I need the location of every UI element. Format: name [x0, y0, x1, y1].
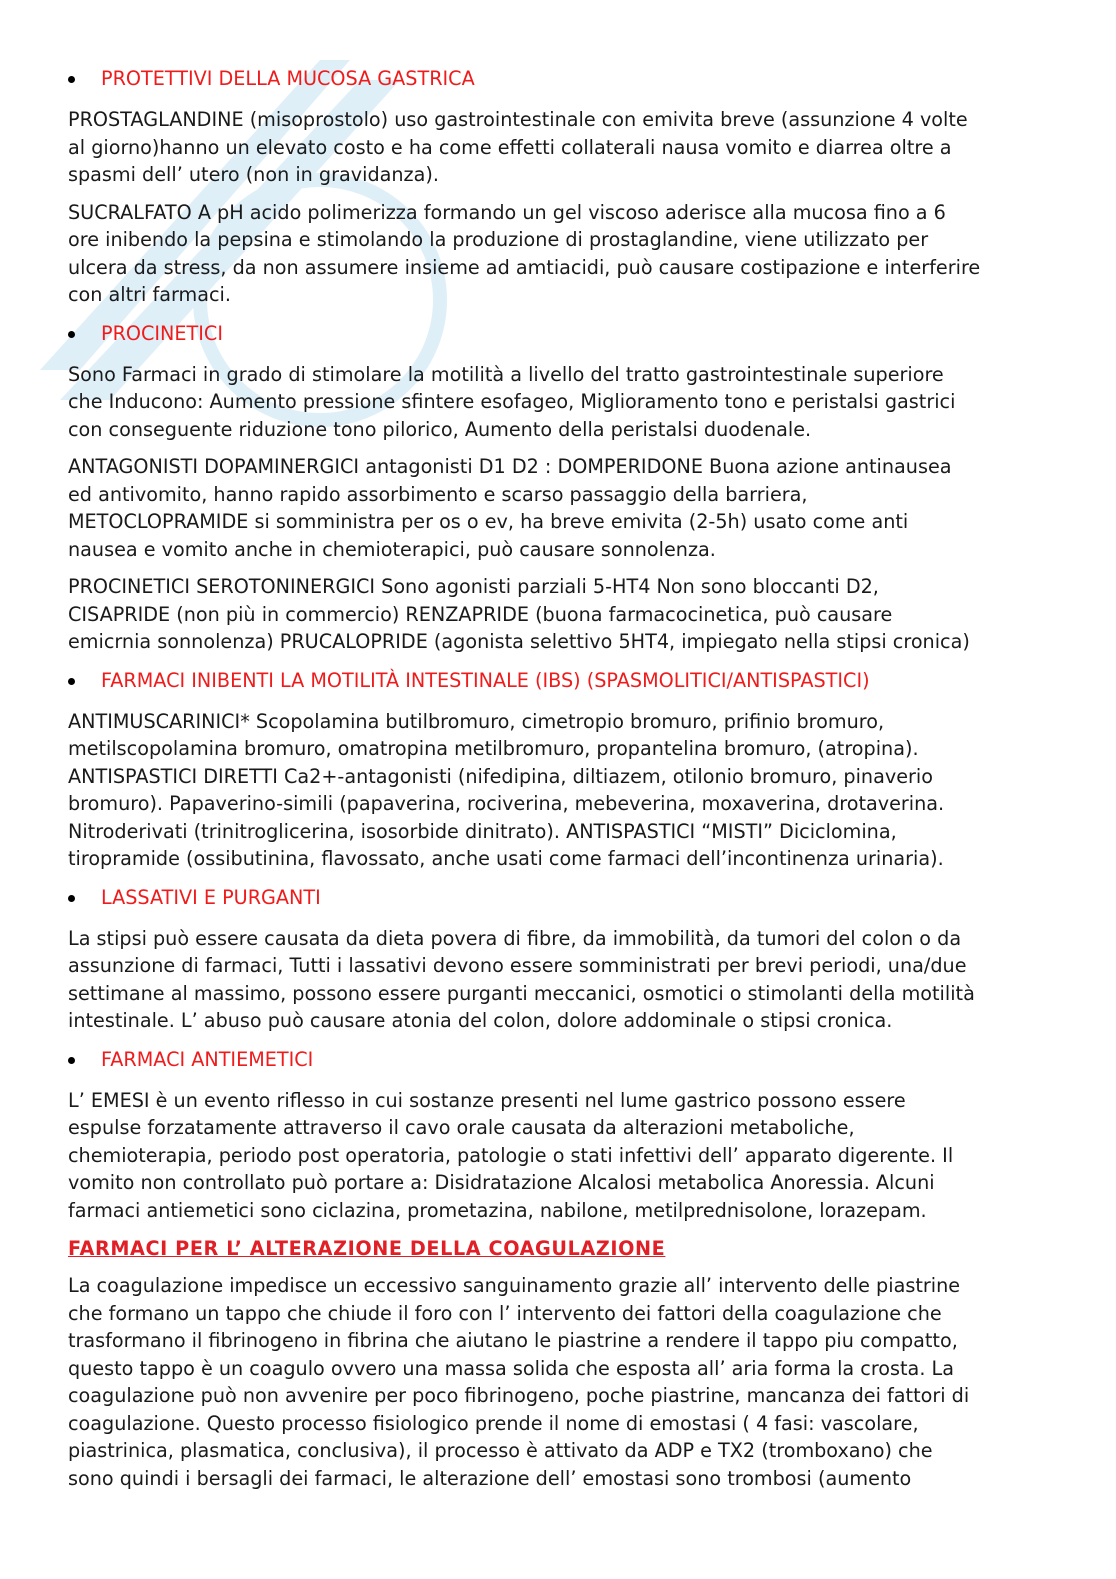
paragraph: La coagulazione impedisce un eccessivo sanguinamento grazie all’ intervento delle piastrine che formano un tappo che chiude il foro con l’ intervento dei fattori della coagulazione che trasformano il fibrinogeno in fibrina che aiutano le piastrine a rendere il tappo piu compatto, questo tappo è un coagulo ovvero una massa solida che esposta all’ aria forma la crosta. La coagulazione può non avvenire per poco fibrinogeno, poche piastrine, mancanza dei fattori di coagulazione. Questo processo fisiologico prende il nome di emostasi ( 4 fasi: vascolare, piastrinica, plasmatica, conclusiva), il processo è attivato da ADP e TX2 (tromboxano) che sono quindi i bersagli dei farmaci, le alterazione dell’ emostasi sono trombosi (aumento — [68, 1274, 970, 1490]
bullet-dot-icon — [68, 331, 75, 338]
section-bullet-title — [68, 64, 1050, 94]
bullet-title-text: PROTETTIVI DELLA MUCOSA GASTRICA — [101, 67, 475, 90]
paragraph: Sono Farmaci in grado di stimolare la motilità a livello del tratto gastrointestinale superiore che Inducono: Aumento pressione sfintere esofageo, Miglioramento tono e peristalsi gastrici con conseguente riduzione tono pilorico, Aumento della peristalsi duodenale. — [68, 362, 956, 441]
bullet-title-text: FARMACI ANTIEMETICI — [101, 1047, 314, 1071]
bullet-dot-icon — [68, 1057, 75, 1064]
paragraph: PROCINETICI SEROTONINERGICI Sono agonisti parziali 5-HT4 Non sono bloccanti D2, CISAPRIDE (non più in commercio) RENZAPRIDE (buona farmacocinetica, può causare emicrnia sonnolenza) PRUCALOPRIDE (agonista selettivo 5HT4, impiegato nella stipsi cronica) — [68, 575, 970, 653]
section-bullet-title — [68, 666, 1050, 696]
paragraph: PROSTAGLANDINE (misoprostolo) uso gastrointestinale con emivita breve (assunzione 4 volte al giorno)hanno un elevato costo e ha come effetti collaterali nausa vomito e diarrea oltre a spasmi dell’ utero (non in gravidanza). — [68, 108, 968, 186]
bullet-title-text: LASSATIVI E PURGANTI — [101, 885, 321, 909]
bullet-dot-icon — [68, 678, 75, 685]
bullet-title-text: FARMACI INIBENTI LA MOTILITÀ INTESTINALE (IBS) (SPASMOLITICI/ANTISPASTICI) — [101, 668, 870, 692]
paragraph: SUCRALFATO A pH acido polimerizza formando un gel viscoso aderisce alla mucosa fino a 6 ore inibendo la pepsina e stimolando la produzione di prostaglandine, viene utilizzato per ulcera da stress, da non assumere insieme ad amtiacidi, può causare costipazione e interferire con altri farmaci. — [68, 200, 981, 306]
bullet-title-text: PROCINETICI — [101, 321, 223, 345]
section-bullet-title — [68, 883, 1050, 913]
paragraph: L’ EMESI è un evento riflesso in cui sostanze presenti nel lume gastrico possono essere espulse forzatamente attraverso il cavo orale causata da alterazioni metaboliche, chemioterapia, periodo post operatoria, patologie o stati infettivi dell’ apparato digerente. Il vomito non controllato può portare a: Disidratazione Alcalosi metabolica Anoressia. Alcuni farmaci antiemetici sono ciclazina, prometazina, nabilone, metilprednisolone, lorazepam. — [68, 1088, 954, 1222]
bullet-dot-icon — [68, 895, 75, 902]
section-heading: FARMACI PER L’ ALTERAZIONE DELLA COAGULAZIONE — [68, 1237, 666, 1260]
section-bullet-title — [68, 1045, 1050, 1075]
document-content — [68, 64, 1050, 1502]
paragraph: ANTIMUSCARINICI* Scopolamina butilbromuro, cimetropio bromuro, prifinio bromuro, metilscopolamina bromuro, omatropina metilbromuro, propantelina bromuro, (atropina). ANTISPASTICI DIRETTI Ca2+-antagonisti (nifedipina, diltiazem, otilonio bromuro, pinaverio bromuro). Papaverino-simili (papaverina, rociverina, mebeverina, moxaverina, drotaverina. Nitroderivati (trinitroglicerina, isosorbide dinitrato). ANTISPASTICI “MISTI” Diciclomina, tiropramide (ossibutinina, flavossato, anche usati come farmaci dell’incontinenza urinaria). — [68, 709, 945, 870]
paragraph: La stipsi può essere causata da dieta povera di fibre, da immobilità, da tumori del colon o da assunzione di farmaci, Tutti i lassativi devono essere somministrati per brevi periodi, una/due settimane al massimo, possono essere purganti meccanici, osmotici o stimolanti della motilità intestinale. L’ abuso può causare atonia del colon, dolore addominale o stipsi cronica. — [68, 926, 975, 1032]
bullet-dot-icon — [68, 76, 75, 83]
section-bullet-title — [68, 319, 1050, 349]
paragraph: ANTAGONISTI DOPAMINERGICI antagonisti D1 D2 : DOMPERIDONE Buona azione antinausea ed antivomito, hanno rapido assorbimento e scarso passaggio della barriera, METOCLOPRAMIDE si somministra per os o ev, ha breve emivita (2-5h) usato come anti nausea e vomito anche in chemioterapici, può causare sonnolenza. — [68, 455, 952, 561]
